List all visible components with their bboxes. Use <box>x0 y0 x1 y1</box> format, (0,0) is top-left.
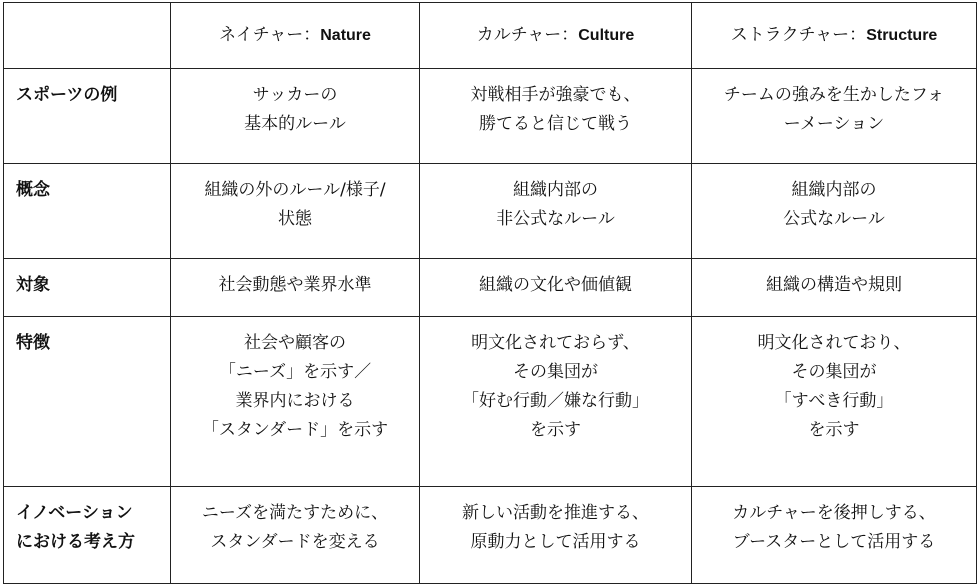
cell-line: 社会動態や業界水準 <box>218 275 372 295</box>
cell-line: 明文化されておらず、 <box>471 333 640 353</box>
cell-line: 新しい活動を推進する、 <box>462 503 649 523</box>
cell-line: 「すべき行動」 <box>774 390 894 411</box>
row-label-features <box>4 317 171 487</box>
row-label-innovation <box>4 487 171 584</box>
column-header-en: Nature <box>320 27 371 45</box>
cell-line: チームの強みを生かしたフォ <box>723 85 945 105</box>
cell-culture <box>420 164 692 259</box>
cell-line: を示す <box>530 419 581 440</box>
cell-culture <box>420 487 692 584</box>
cell-line: 組織の構造や規則 <box>766 275 902 295</box>
table-row <box>4 317 977 487</box>
column-header-en: Culture <box>578 27 635 45</box>
cell-line: 公式なルール <box>783 208 885 229</box>
column-header-jp: ストラクチャー： <box>730 25 867 46</box>
cell-line: 組織内部の <box>513 180 598 200</box>
row-label-line: 対象 <box>16 275 50 295</box>
row-label-line: スポーツの例 <box>16 85 118 105</box>
row-label-concept <box>4 164 171 259</box>
cell-line: 社会や顧客の <box>244 333 346 353</box>
table-row <box>4 487 977 584</box>
row-label-line: における考え方 <box>16 531 135 552</box>
cell-line: 業界内における <box>235 390 355 411</box>
header-row <box>4 3 977 69</box>
cell-line: 状態 <box>278 208 312 229</box>
cell-nature <box>171 164 420 259</box>
table-row <box>4 164 977 259</box>
cell-line: その集団が <box>791 361 877 382</box>
cell-structure <box>692 69 977 164</box>
cell-line: 「スタンダード」を示す <box>201 419 389 440</box>
row-label-target <box>4 259 171 317</box>
cell-line: 勝てると信じて戦う <box>479 113 632 134</box>
cell-culture <box>420 317 692 487</box>
row-label-sports-example <box>4 69 171 164</box>
cell-nature <box>171 317 420 487</box>
cell-structure <box>692 259 977 317</box>
cell-nature <box>171 487 420 584</box>
cell-line: 対戦相手が強豪でも、 <box>470 85 641 105</box>
column-header-jp: カルチャー： <box>476 25 579 46</box>
cell-line: 「好む行動／嫌な行動」 <box>462 390 649 411</box>
cell-line: スタンダードを変える <box>210 531 380 552</box>
cell-line: サッカーの <box>252 85 338 105</box>
cell-structure <box>692 487 977 584</box>
cell-line: 組織内部の <box>791 180 877 200</box>
column-header-culture <box>420 3 692 69</box>
row-label-line: 概念 <box>16 180 50 200</box>
cell-line: 原動力として活用する <box>470 531 641 552</box>
cell-line: 組織の文化や価値観 <box>479 275 632 295</box>
cell-line: 基本的ルール <box>244 113 346 134</box>
cell-line: ニーズを満たすために、 <box>201 503 389 523</box>
cell-culture <box>420 69 692 164</box>
column-header-nature <box>171 3 420 69</box>
cell-nature <box>171 259 420 317</box>
cell-line: カルチャーを後押しする、 <box>732 503 936 523</box>
column-header-structure <box>692 3 977 69</box>
table-row <box>4 259 977 317</box>
cell-line: 組織の外のルール/様子/ <box>204 180 386 200</box>
column-header-en: Structure <box>866 27 938 45</box>
table-row <box>4 69 977 164</box>
row-label-line: 特徴 <box>16 333 50 353</box>
cell-culture <box>420 259 692 317</box>
cell-line: ブースターとして活用する <box>732 531 936 552</box>
cell-line: その集団が <box>513 361 598 382</box>
cell-line: ーメーション <box>783 113 885 134</box>
cell-structure <box>692 164 977 259</box>
cell-line: 明文化されており、 <box>757 333 911 353</box>
cell-line: 非公式なルール <box>496 208 615 229</box>
comparison-table <box>3 2 977 584</box>
cell-nature <box>171 69 420 164</box>
corner-cell <box>4 3 171 69</box>
cell-line: を示す <box>808 419 860 440</box>
cell-structure <box>692 317 977 487</box>
cell-line: 「ニーズ」を示す／ <box>218 361 372 382</box>
row-label-line: イノベーション <box>16 503 133 523</box>
column-header-jp: ネイチャー： <box>219 25 321 46</box>
